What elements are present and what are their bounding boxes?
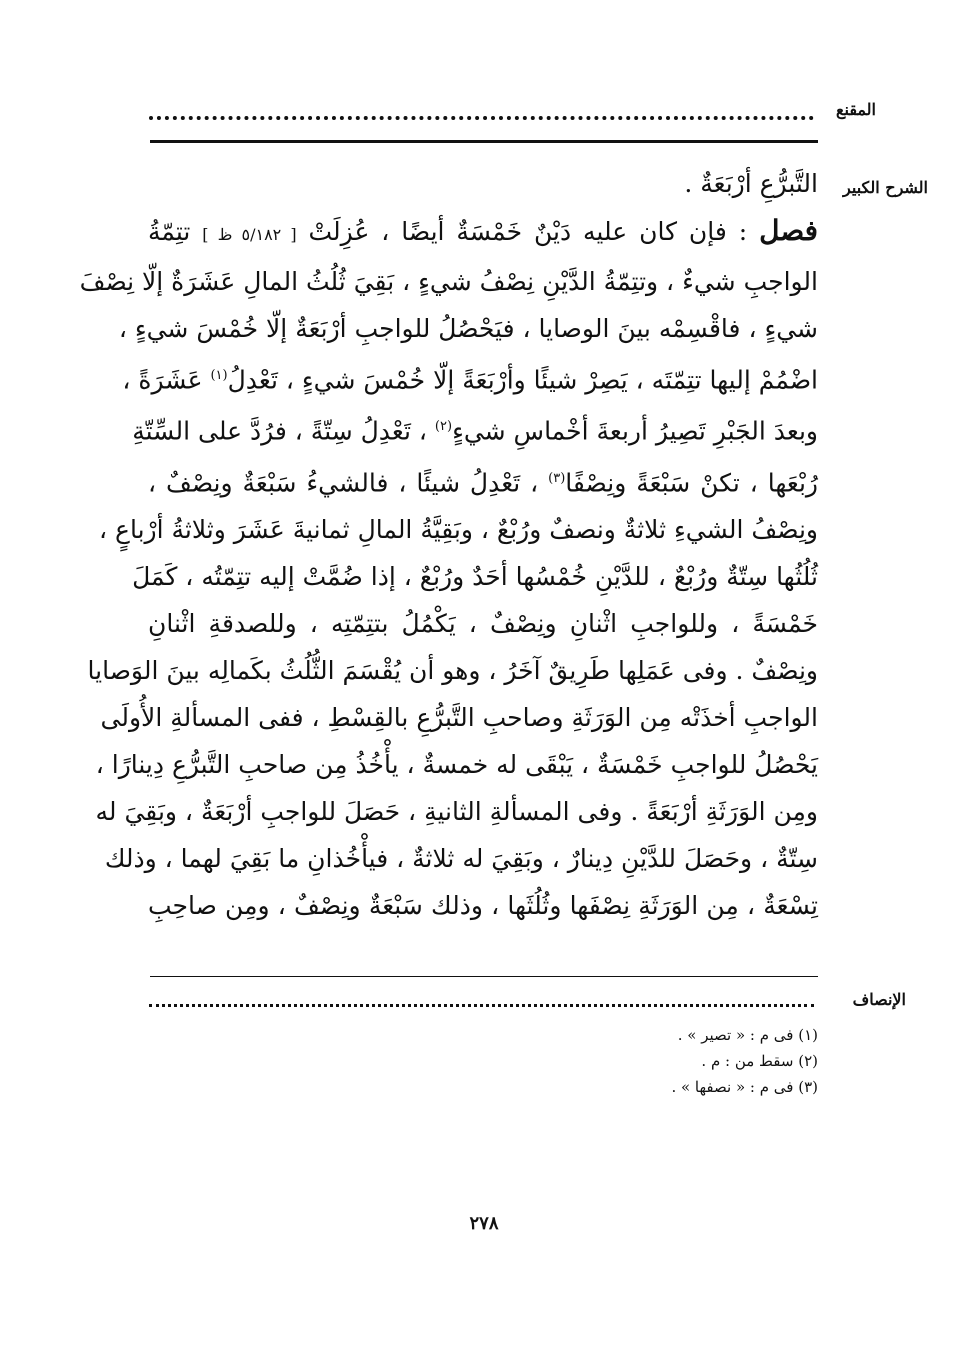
text-line-7-body: رُبْعَها ، تكنْ سَبْعَةً ونِصْفًا [565, 467, 818, 497]
text-line-5 [122, 352, 818, 403]
footnote-1: (١) فى م : « تصير » . [677, 1026, 818, 1044]
text-line-4: شيءٍ ، فاقْسِمْه بينَ الوصايا ، فيَحْصُلُ للواجبِ أرْبَعَةٌ إلّا خُمْسَ شيءٍ ، [118, 314, 818, 343]
header-dotted-line [149, 116, 814, 120]
text-line-5-end: عَشَرَةً ، [122, 365, 203, 395]
text-line-14: ومِن الوَرَثَةِ أرْبَعَةً . وفى المسألةِ الثانيةِ ، حَصَلَ للواجبِ أرْبَعَةٌ ، وبَقِيَ له [95, 796, 818, 826]
footnotes [148, 1022, 818, 1100]
text-line-6 [132, 403, 818, 454]
footnote-3: (٣) فى م : « نصفها » . [671, 1078, 818, 1096]
commentary-label: الشرح الكبير [843, 178, 928, 197]
footnote-2: (٢) سقط من : م . [701, 1052, 818, 1070]
footnote-ref-2: (٢) [434, 419, 453, 435]
page-number: ٢٧٨ [469, 1213, 499, 1234]
text-line-16: تِسْعَةٌ ، مِن الوَرَثَةِ نِصْفَها وثُلُثَها ، وذلك سَبْعَةٌ ونِصْفٌ ، ومِن صاحِبِ [148, 890, 818, 920]
text-line-11: ونِصْفٌ . وفى عَمَلِها طَرِيقٌ آخَرُ ، وهو أن يُقْسَمَ الثُّلُثُ بكَمالِه بينَ الوَصايا [87, 655, 818, 685]
text-line-5-body: اضْمُمْ إليها تتِمّتَه ، يَصِرْ شيئًا وأرْبَعَةً إلّا خُمْسَ شيءٍ ، تَعْدِلُ [227, 365, 818, 395]
insaf-label: الإنصاف [852, 990, 906, 1009]
header-rule [150, 140, 818, 143]
text-line-7 [148, 455, 818, 506]
footer-dotted-line [149, 1004, 814, 1007]
text-line-1: التَّبرُّعِ أرْبَعَةٌ . [684, 169, 818, 198]
text-line-2 [148, 207, 818, 258]
text-line-6-end: ، تَعْدِلُ سِتّةً ، فرُدَّ على السِّتّةِ [132, 416, 427, 446]
book-title-label: المقنع [835, 100, 876, 119]
manuscript-ref: [ ٥/١٨٢ ظ ] [202, 225, 297, 244]
text-line-2-end: تتِمّةُ [148, 217, 191, 246]
footnote-ref-3: (٣) [548, 470, 566, 486]
text-line-10: خَمْسَةً ، وللواجبِ اثْنانِ ونِصْفٌ ، يَكْمُلُ بتتِمّتِه ، وللصدقةِ اثْنانِ [148, 608, 818, 638]
text-line-9: ثُلُثُها سِتّةٌ ورُبْعٌ ، للدَّيْنِ خُمْسُها أحَدٌ ورُبْعٌ ، إذا ضُمَّتْ إليه تتِمّتُه ، كَمَلَ [132, 561, 818, 591]
text-line-7-end: ، تَعْدِلُ شيئًا ، فالشيءُ سَبْعَةٌ ونِصْفٌ ، [148, 467, 539, 497]
footnote-ref-1: (١) [210, 368, 228, 383]
text-line-6-body: وبعدَ الجَبْرِ تَصِيرُ أربعةَ أخْماسِ شيءٍ [452, 416, 818, 446]
footnote-rule [150, 976, 818, 977]
text-line-13: يَحْصُلُ للواجبِ خَمْسَةٌ ، يَبْقَى له خمسةٌ ، يأْخُذُ مِن صاحبِ التَّبرُّعِ دِينارًا ، [95, 749, 818, 779]
text-line-12: الواجبِ أخذَتْه مِن الوَرَثَةِ وصاحبِ التَّبرُّعِ بالقِسْطِ ، ففى المسألةِ الأُولَى [100, 702, 818, 732]
section-heading: فصل [759, 214, 819, 247]
main-text-block [79, 160, 819, 929]
text-line-2-body: : فإن كان عليه دَيْنٌ خَمْسَةٌ أيضًا ، عُزِلَتْ [308, 217, 748, 246]
text-line-3: الواجبِ شيءٌ ، وتتِمّةُ الدَّيْنِ نِصْفُ شيءٍ ، بَقِيَ ثُلُثُ المالِ عَشَرَةٌ إلّا نِصْفَ [79, 267, 818, 296]
text-line-15: سِتّةٌ ، وحَصَلَ للدَّيْنِ دِينارٌ ، وبَقِيَ له ثلاثةٌ ، فيأْخُذانِ ما بَقِيَ لهما ، وذلك [104, 843, 818, 873]
text-line-8: ونِصْفُ الشيءِ ثلاثةٌ ونصفٌ ورُبْعٌ ، وبَقِيَّةُ المالِ ثمانيةَ عَشَرَ وثلاثةُ أرْباعٍ ، [99, 514, 818, 544]
